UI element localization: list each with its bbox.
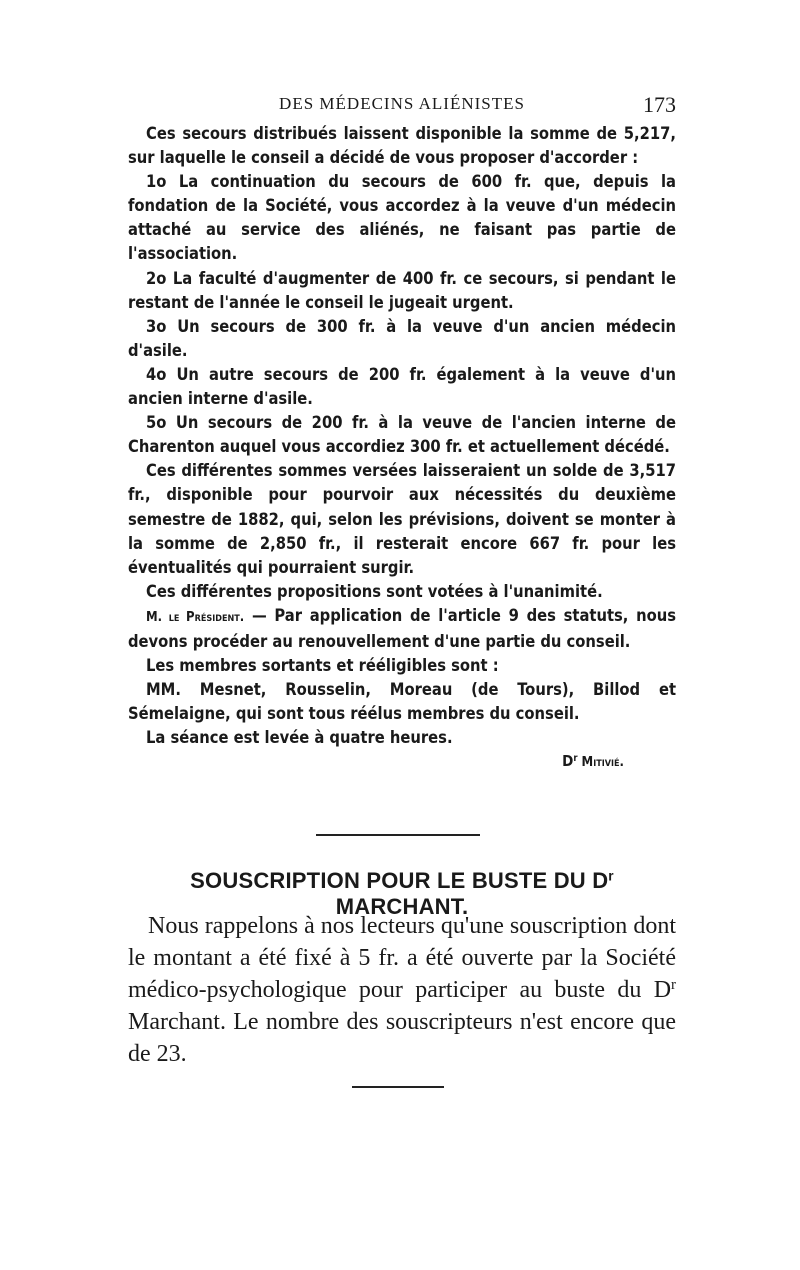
heading-sup: r [608,868,614,884]
speaker: M. le Président. [146,609,245,625]
heading-prefix: SOUSCRIPTION POUR LE BUSTE DU D [190,868,609,893]
speech: — Par application de l'article 9 des statuts, nous devons procéder au renouvellement d'une partie du conseil. [128,605,676,651]
notice-sup: r [671,976,676,993]
end-divider [352,1086,444,1088]
notice-text-b: Marchant. Le nombre des souscripteurs n'est encore que de 23. [128,1009,676,1067]
paragraph: La séance est levée à quatre heures. [146,728,453,748]
paragraph: 3o Un secours de 300 fr. à la veuve d'un ancien médecin d'asile. [128,316,676,360]
section-divider [316,834,480,836]
signature-prefix: D [562,752,574,771]
page-number: 173 [643,92,676,117]
heading-suffix: MARCHANT. [335,894,469,919]
paragraph: 1o La continuation du secours de 600 fr. que, depuis la fondation de la Société, vous accordez à la veuve d'un médecin attaché au service des aliénés, ne faisant pas partie de l'association. [128,172,676,264]
subscription-notice [128,910,676,1070]
signature-name: Mitivié. [577,755,624,771]
running-title: DES MÉDECINS ALIÉNISTES [279,94,525,113]
paragraph [128,604,676,654]
paragraph: 2o La faculté d'augmenter de 400 fr. ce secours, si pendant le restant de l'année le conseil le jugeait urgent. [128,268,676,312]
notice-text-a: Nous rappelons à nos lecteurs qu'une souscription dont le montant a été fixé à 5 fr. a été ouverte par la Société médico-psychologique pour participer au buste du D [128,913,676,1003]
running-header [128,92,676,120]
minutes-text [128,122,676,770]
paragraph: 4o Un autre secours de 200 fr. également à la veuve d'un ancien interne d'asile. [128,364,676,409]
paragraph: Les membres sortants et rééligibles sont : [146,656,499,676]
paragraph: 5o Un secours de 200 fr. à la veuve de l'ancien interne de Charenton auquel vous accordiez 300 fr. et actuellement décédé. [128,413,676,457]
paragraph: Ces secours distribués laissent disponible la somme de 5,217, sur laquelle le conseil a décidé de vous proposer d'accorder : [128,124,676,168]
paragraph: Ces différentes propositions sont votées à l'unanimité. [146,581,603,601]
paragraph [128,910,676,1070]
signature-sup: r [573,753,578,765]
signature [128,752,676,770]
paragraph: MM. Mesnet, Rousselin, Moreau (de Tours), Billod et Sémelaigne, qui sont tous réélus membres du conseil. [128,680,676,724]
paragraph: Ces différentes sommes versées laisseraient un solde de 3,517 fr., disponible pour pourvoir aux nécessités du deuxième semestre de 1882, qui, selon les prévisions, doivent se monter à la somme de 2,850 fr., il resterait encore 667 fr. pour les éventualités qui pourraient surgir. [128,461,676,577]
